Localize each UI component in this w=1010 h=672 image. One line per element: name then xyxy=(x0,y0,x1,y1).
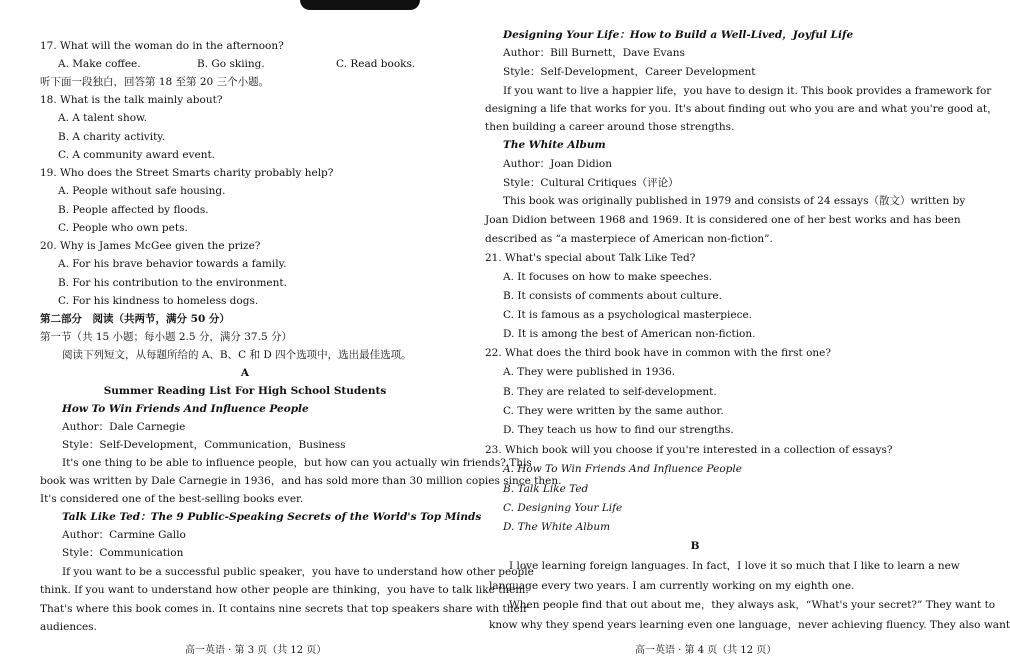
page-footer: 高一英语 · 第 4 页（共 12 页） xyxy=(635,645,777,656)
book1-desc-line: It's considered one of the best-selling books ever. xyxy=(40,493,304,505)
q17-option-c: C. Read books. xyxy=(336,58,416,70)
book3-desc-line: If you want to live a happier life，you have to design it. This book provides a framework for xyxy=(503,85,992,97)
q17-stem: 17. What will the woman do in the afternoon? xyxy=(40,40,284,52)
q23-stem: 23. Which book will you choose if you're interested in a collection of essays? xyxy=(485,444,893,456)
book4-author: Author：Joan Didion xyxy=(503,158,612,170)
q20-stem: 20. Why is James McGee given the prize? xyxy=(40,240,261,252)
q18-option-a: A. A talent show. xyxy=(58,112,148,124)
book1-style: Style：Self-Development，Communication，Business xyxy=(62,439,346,451)
book4-title: The White Album xyxy=(503,139,606,151)
q20-option-a: A. For his brave behavior towards a family. xyxy=(58,258,287,270)
part-2-heading: 第二部分 阅读（共两节，满分 50 分） xyxy=(40,313,230,325)
listening-instruction: 听下面一段独白，回答第 18 至第 20 三个小题。 xyxy=(40,76,270,88)
q18-stem: 18. What is the talk mainly about? xyxy=(40,94,223,106)
q21-option-b: B. It consists of comments about culture. xyxy=(503,290,722,302)
q21-option-c: C. It is famous as a psychological masterpiece. xyxy=(503,309,753,321)
book2-desc-line: audiences. xyxy=(40,621,97,633)
q18-option-b: B. A charity activity. xyxy=(58,131,166,143)
q20-option-c: C. For his kindness to homeless dogs. xyxy=(58,295,259,307)
book3-desc-line: then building a career around those strengths. xyxy=(485,121,735,133)
q22-option-a: A. They were published in 1936. xyxy=(503,366,676,378)
q23-option-a: A. How To Win Friends And Influence People xyxy=(503,463,742,475)
q19-option-b: B. People affected by floods. xyxy=(58,204,209,216)
q22-option-c: C. They were written by the same author. xyxy=(503,405,724,417)
book2-desc-line: think. If you want to understand how other people are thinking，you have to talk like them. xyxy=(40,584,529,596)
book2-style: Style：Communication xyxy=(62,547,184,559)
q19-option-a: A. People without safe housing. xyxy=(58,185,226,197)
q23-option-b: B. Talk Like Ted xyxy=(503,483,589,495)
q21-stem: 21. What's special about Talk Like Ted? xyxy=(485,252,696,264)
q21-option-a: A. It focuses on how to make speeches. xyxy=(503,271,713,283)
q23-option-d: D. The White Album xyxy=(503,521,611,533)
book3-author: Author：Bill Burnett，Dave Evans xyxy=(503,47,685,59)
book2-desc-line: If you want to be a successful public speaker，you have to understand how other people xyxy=(62,566,534,578)
book1-title: How To Win Friends And Influence People xyxy=(62,403,309,415)
passage-a-title: Summer Reading List For High School Students xyxy=(103,385,387,397)
page-footer: 高一英语 · 第 3 页（共 12 页） xyxy=(185,645,327,656)
q22-option-b: B. They are related to self-development. xyxy=(503,386,717,398)
passage-a-letter: A xyxy=(240,367,250,379)
book2-title: Talk Like Ted：The 9 Public-Speaking Secrets of the World's Top Minds xyxy=(62,511,482,523)
book2-author: Author：Carmine Gallo xyxy=(62,529,186,541)
book3-title: Designing Your Life：How to Build a Well-Lived，Joyful Life xyxy=(503,29,854,41)
book4-desc-line: This book was originally published in 1979 and consists of 24 essays（散文）written by xyxy=(503,195,966,207)
book4-desc-line: Joan Didion between 1968 and 1969. It is considered one of her best works and has been xyxy=(485,214,961,226)
book1-desc-line: book was written by Dale Carnegie in 1936，and has sold more than 30 million copies since then. xyxy=(40,475,562,487)
q20-option-b: B. For his contribution to the environment. xyxy=(58,277,287,289)
book2-desc-line: That's where this book comes in. It contains nine secrets that top speakers share with their xyxy=(40,603,529,615)
reading-instruction: 阅读下列短文，从每题所给的 A、B、C 和 D 四个选项中，选出最佳选项。 xyxy=(62,349,412,361)
book3-desc-line: designing a life that works for you. It's about finding out who you are and what you're good at， xyxy=(485,103,998,115)
q23-option-c: C. Designing Your Life xyxy=(503,502,623,514)
passage-b-letter: B xyxy=(690,540,700,552)
passage-b-line: know why they spend years learning even one language，never achieving fluency. They also want xyxy=(489,619,1010,631)
q22-stem: 22. What does the third book have in common with the first one? xyxy=(485,347,832,359)
book3-style: Style：Self-Development，Career Development xyxy=(503,66,756,78)
book1-author: Author：Dale Carnegie xyxy=(62,421,186,433)
section-1-heading: 第一节（共 15 小题；每小题 2.5 分，满分 37.5 分） xyxy=(40,331,292,343)
book4-style: Style：Cultural Critiques（评论） xyxy=(503,177,679,189)
book1-desc-line: It's one thing to be able to influence people，but how can you actually win friends? This xyxy=(62,457,532,469)
q17-option-a: A. Make coffee. xyxy=(58,58,141,70)
q19-option-c: C. People who own pets. xyxy=(58,222,188,234)
q19-stem: 19. Who does the Street Smarts charity probably help? xyxy=(40,167,334,179)
q17-option-b: B. Go skiing. xyxy=(197,58,265,70)
passage-b-line: language every two years. I am currently working on my eighth one. xyxy=(489,580,855,592)
q22-option-d: D. They teach us how to find our strengths. xyxy=(503,424,734,436)
q21-option-d: D. It is among the best of American non-fiction. xyxy=(503,328,756,340)
page-4 xyxy=(475,0,1010,672)
book4-desc-line: described as “a masterpiece of American non-fiction”. xyxy=(485,233,773,245)
passage-b-line: When people find that out about me，they always ask，“What's your secret?” They want to xyxy=(509,599,996,611)
q18-option-c: C. A community award event. xyxy=(58,149,216,161)
passage-b-line: I love learning foreign languages. In fact，I love it so much that I like to learn a new xyxy=(509,560,960,572)
